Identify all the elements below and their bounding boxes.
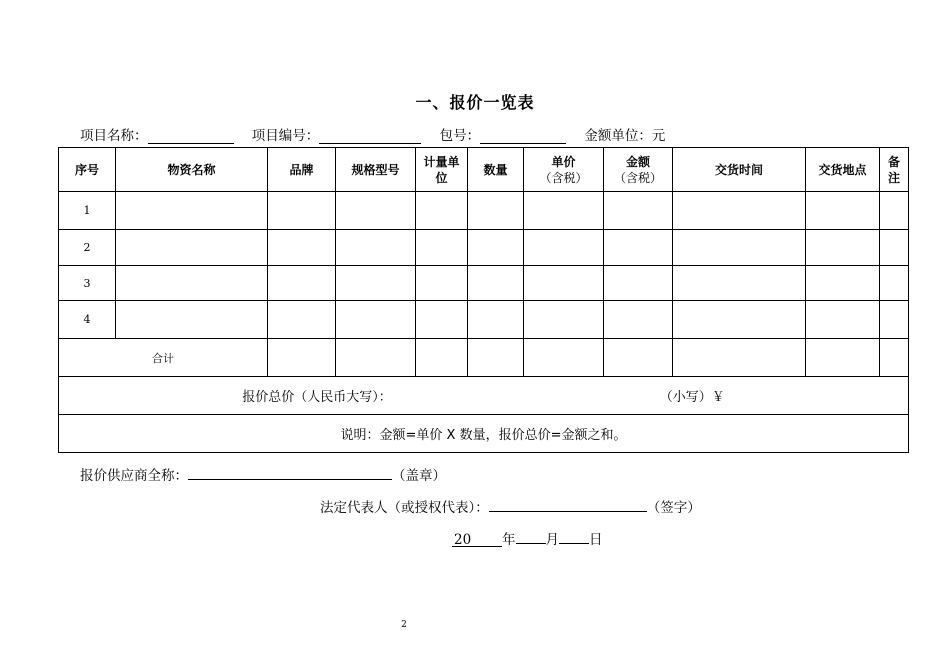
supplier-line bbox=[80, 464, 446, 484]
legal-rep-line bbox=[320, 496, 701, 516]
header-price: 单价 （含税） bbox=[524, 148, 604, 192]
row-seq: 1 bbox=[59, 192, 116, 230]
cell[interactable] bbox=[336, 266, 416, 301]
legal-rep-label: 法定代表人（或授权代表）： bbox=[320, 500, 489, 516]
cell[interactable] bbox=[673, 301, 806, 339]
cell[interactable] bbox=[336, 301, 416, 339]
cell[interactable] bbox=[336, 339, 416, 377]
currency-label: 金额单位：元 bbox=[584, 128, 666, 144]
cell[interactable] bbox=[116, 192, 268, 230]
cell[interactable] bbox=[806, 301, 880, 339]
cell[interactable] bbox=[524, 266, 604, 301]
cell[interactable] bbox=[468, 301, 524, 339]
header-brand: 品牌 bbox=[268, 148, 336, 192]
cell[interactable] bbox=[604, 266, 673, 301]
table-row bbox=[59, 301, 909, 339]
header-remark: 备 注 bbox=[880, 148, 909, 192]
page-number: 2 bbox=[401, 620, 407, 630]
table-row bbox=[59, 192, 909, 230]
cell[interactable] bbox=[116, 266, 268, 301]
project-name-field[interactable] bbox=[148, 129, 234, 144]
subtotal-label: 合计 bbox=[59, 339, 268, 377]
year-label: 年 bbox=[502, 532, 516, 548]
cell[interactable] bbox=[806, 339, 880, 377]
cell[interactable] bbox=[116, 230, 268, 266]
month-label: 月 bbox=[545, 532, 559, 548]
note-row bbox=[59, 415, 909, 453]
cell[interactable] bbox=[524, 230, 604, 266]
project-name-label: 项目名称： bbox=[80, 128, 148, 144]
legal-rep-field[interactable] bbox=[489, 497, 647, 512]
package-field[interactable] bbox=[480, 129, 566, 144]
cell[interactable] bbox=[604, 301, 673, 339]
cell[interactable] bbox=[468, 339, 524, 377]
header-name: 物资名称 bbox=[116, 148, 268, 192]
cell[interactable] bbox=[268, 230, 336, 266]
cell[interactable] bbox=[416, 192, 468, 230]
cell[interactable] bbox=[268, 339, 336, 377]
project-info-row bbox=[80, 124, 665, 144]
day-field[interactable] bbox=[559, 529, 589, 544]
cell[interactable] bbox=[336, 230, 416, 266]
header-seq: 序号 bbox=[59, 148, 116, 192]
cell[interactable] bbox=[468, 266, 524, 301]
note-text: 说明：金额=单价 X 数量，报价总价=金额之和。 bbox=[59, 415, 909, 453]
cell[interactable] bbox=[524, 301, 604, 339]
cell[interactable] bbox=[806, 230, 880, 266]
total-cell[interactable] bbox=[59, 377, 909, 415]
subtotal-amount[interactable] bbox=[604, 339, 673, 377]
year-field[interactable]: 20 bbox=[452, 532, 502, 547]
table-row bbox=[59, 266, 909, 301]
table-row bbox=[59, 230, 909, 266]
header-spec: 规格型号 bbox=[336, 148, 416, 192]
total-uppercase-label: 报价总价（人民币大写）： bbox=[242, 390, 392, 405]
row-seq: 3 bbox=[59, 266, 116, 301]
header-amount: 金额 （含税） bbox=[604, 148, 673, 192]
row-seq: 4 bbox=[59, 301, 116, 339]
cell[interactable] bbox=[524, 192, 604, 230]
cell[interactable] bbox=[806, 192, 880, 230]
quote-table bbox=[58, 147, 909, 453]
cell[interactable] bbox=[673, 192, 806, 230]
row-seq: 2 bbox=[59, 230, 116, 266]
cell[interactable] bbox=[524, 339, 604, 377]
header-unit: 计量单 位 bbox=[416, 148, 468, 192]
page-title: 一、报价一览表 bbox=[415, 93, 535, 112]
cell[interactable] bbox=[268, 301, 336, 339]
cell[interactable] bbox=[806, 266, 880, 301]
subtotal-row bbox=[59, 339, 909, 377]
cell[interactable] bbox=[880, 266, 909, 301]
supplier-field[interactable] bbox=[188, 465, 392, 480]
table-header-row bbox=[59, 148, 909, 192]
cell[interactable] bbox=[468, 230, 524, 266]
cell[interactable] bbox=[880, 301, 909, 339]
header-qty: 数量 bbox=[468, 148, 524, 192]
cell[interactable] bbox=[880, 192, 909, 230]
cell[interactable] bbox=[604, 192, 673, 230]
month-field[interactable] bbox=[516, 529, 546, 544]
cell[interactable] bbox=[880, 230, 909, 266]
cell[interactable] bbox=[416, 339, 468, 377]
cell[interactable] bbox=[673, 266, 806, 301]
header-delivery-place: 交货地点 bbox=[806, 148, 880, 192]
total-row bbox=[59, 377, 909, 415]
cell[interactable] bbox=[416, 266, 468, 301]
date-line bbox=[452, 528, 603, 548]
seal-label: （盖章） bbox=[392, 468, 446, 484]
header-delivery-time: 交货时间 bbox=[673, 148, 806, 192]
project-no-field[interactable] bbox=[319, 129, 421, 144]
cell[interactable] bbox=[116, 301, 268, 339]
sign-label: （签字） bbox=[646, 500, 701, 516]
cell[interactable] bbox=[673, 339, 806, 377]
cell[interactable] bbox=[604, 230, 673, 266]
cell[interactable] bbox=[336, 192, 416, 230]
cell[interactable] bbox=[880, 339, 909, 377]
cell[interactable] bbox=[673, 230, 806, 266]
cell[interactable] bbox=[416, 230, 468, 266]
package-label: 包号： bbox=[439, 128, 481, 144]
cell[interactable] bbox=[468, 192, 524, 230]
cell[interactable] bbox=[416, 301, 468, 339]
project-no-label: 项目编号： bbox=[251, 128, 320, 144]
cell[interactable] bbox=[268, 266, 336, 301]
supplier-label: 报价供应商全称： bbox=[80, 468, 188, 484]
total-small-label: （小写）￥ bbox=[659, 390, 725, 405]
cell[interactable] bbox=[268, 192, 336, 230]
day-label: 日 bbox=[589, 532, 603, 548]
